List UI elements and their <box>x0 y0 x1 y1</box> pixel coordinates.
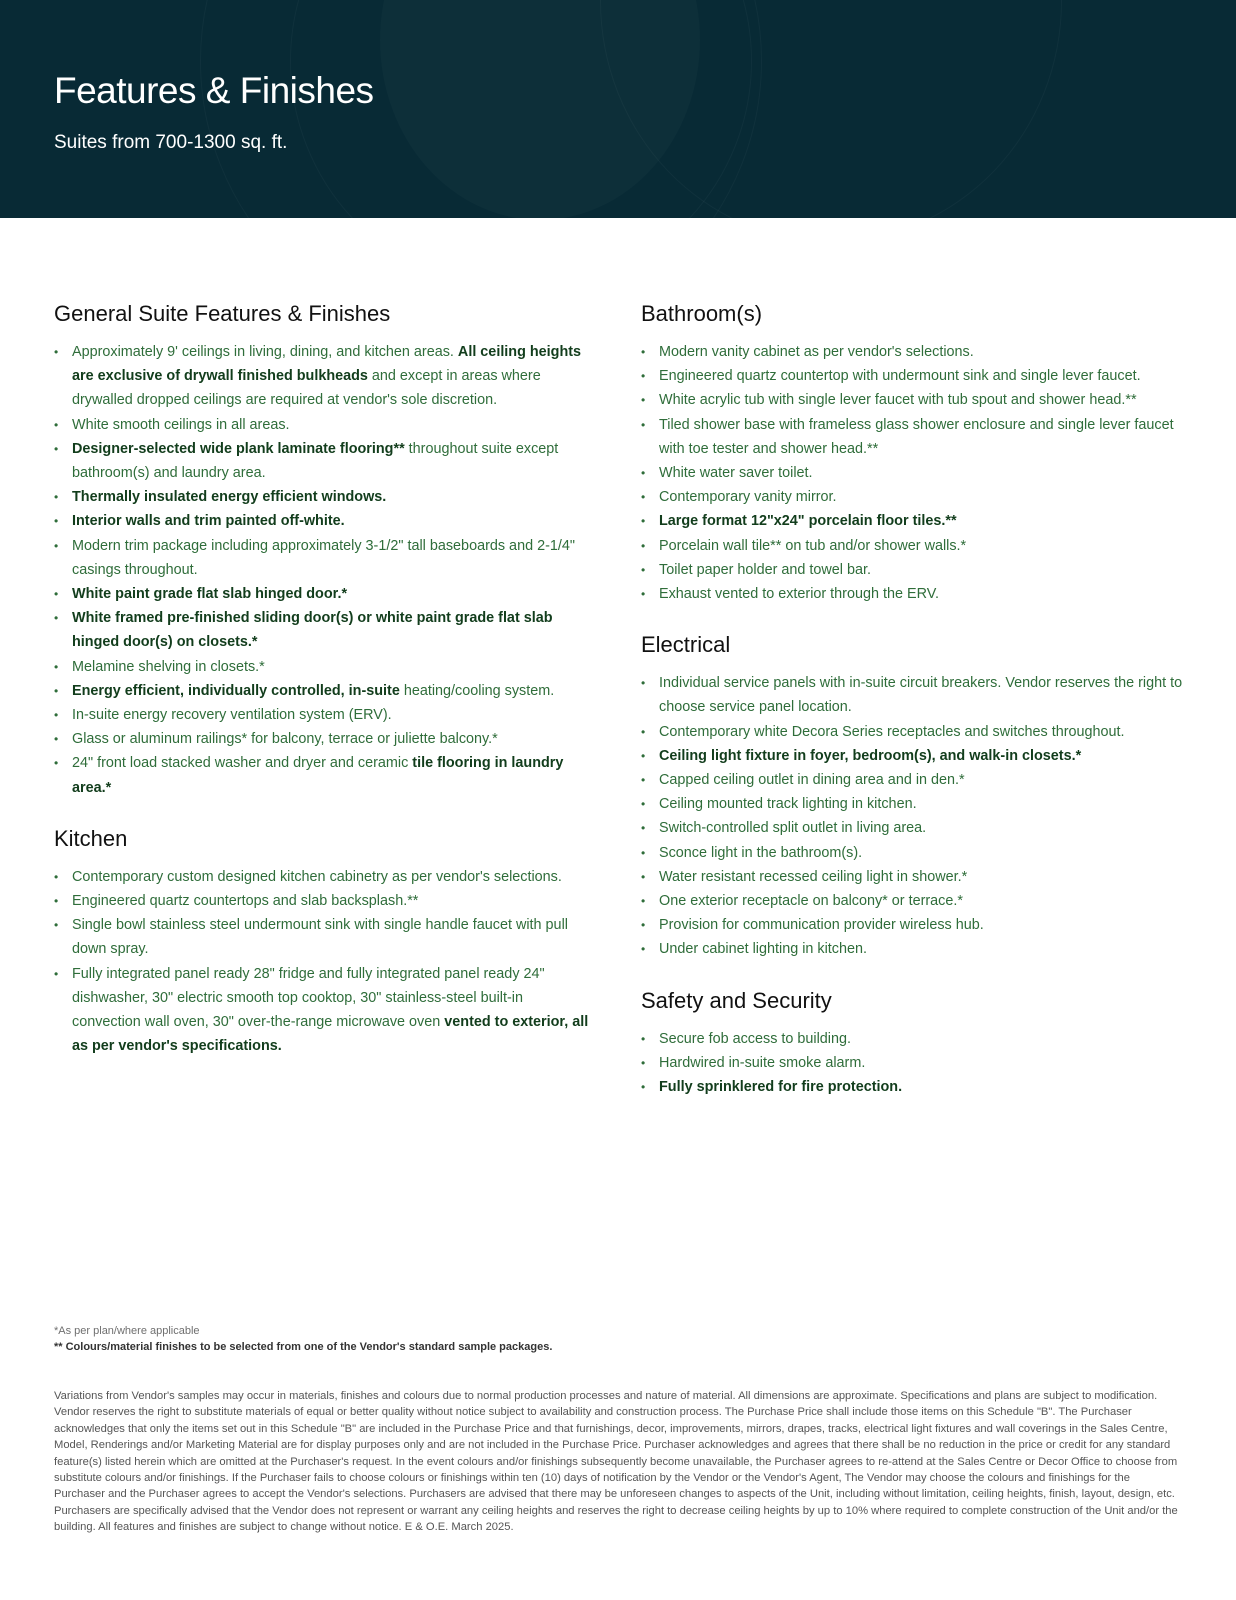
item-text-pre: Hardwired in-suite smoke alarm. <box>659 1054 866 1071</box>
disclaimer-text: Variations from Vendor's samples may occur in materials, finishes and colours due to normal production processes and nature of material. All dimensions are approximate. Specifications and plans are subject to modification. Vendor reserves the right to substitute materials of equal or better quality without notice subject to availability and construction process. The Purchase Price shall include those items on this Schedule "B". The Purchaser acknowledges that only the items set out in this Schedule "B" are included in the Purchase Price and that furnishings, decor, improvements, mirrors, drapes, tracks, electrical light fixtures and wall coverings in the Sales Centre, Model, Renderings and/or Marketing Material are for display purposes only and are not included in the Purchase Price. Purchaser acknowledges and agrees that there shall be no reduction in the price or credit for any standard feature(s) listed herein which are omitted at the Purchaser's request. In the event colours and/or finishings subsequently become unavailable, the Purchaser agrees to re-attend at the Sales Centre or Decor Office to choose from substitute colours and/or finishings. If the Purchaser fails to choose colours or finishings within ten (10) days of notification by the Vendor or the Vendor's Agent, The Vendor may choose the colours and finishings for the Purchaser and the Purchaser agrees to accept the Vendor's selections. Purchasers are advised that there may be unforeseen changes to aspects of the Unit, including without limitation, ceiling heights, finish, layout, design, etc. Purchasers are specifically advised that the Vendor does not represent or warrant any ceiling heights and reserves the right to decrease ceiling heights by up to 10% where required to complete construction of the Unit and/or the building. All features and finishes are subject to change without notice. E & O.E. March 2025. <box>54 1390 1178 1534</box>
item-text-pre: Capped ceiling outlet in dining area and in den.* <box>659 772 965 789</box>
footnotes <box>54 1323 1184 1355</box>
item-text-pre: Glass or aluminum railings* for balcony, terrace or juliette balcony.* <box>72 731 498 748</box>
item-text-pre: Provision for communication provider wireless hub. <box>659 917 984 934</box>
item-text-pre: Under cabinet lighting in kitchen. <box>659 941 867 958</box>
list-item <box>54 889 594 913</box>
item-text-bold: All ceiling heights are exclusive of drywall finished bulkheads <box>72 344 582 385</box>
feature-list <box>641 340 1201 606</box>
section-bathroom <box>641 300 1201 606</box>
item-text-pre: Sconce light in the bathroom(s). <box>659 844 863 861</box>
item-text-pre: Porcelain wall tile** on tub and/or shower walls.* <box>659 537 967 554</box>
list-item <box>641 582 1201 606</box>
item-text-pre: Engineered quartz countertop with undermount sink and single lever faucet. <box>659 368 1141 385</box>
list-item <box>641 937 1201 961</box>
feature-list <box>54 340 594 800</box>
item-text-pre: Modern vanity cabinet as per vendor's selections. <box>659 344 974 360</box>
feature-list <box>641 1027 1201 1100</box>
list-item <box>54 485 594 509</box>
list-item <box>641 558 1201 582</box>
list-item <box>641 913 1201 937</box>
section-title: Safety and Security <box>641 987 832 1013</box>
list-item <box>641 671 1201 719</box>
item-text-bold: tile flooring in laundry area.* <box>72 755 564 796</box>
item-text-pre: White acrylic tub with single lever faucet with tub spout and shower head.** <box>659 392 1137 409</box>
item-text-pre: Ceiling mounted track lighting in kitchen. <box>659 796 917 813</box>
list-item <box>641 1027 1201 1051</box>
item-text-pre: One exterior receptacle on balcony* or terrace.* <box>659 893 963 910</box>
list-item <box>54 913 594 961</box>
footnote-finishes: ** Colours/material finishes to be selected from one of the Vendor's standard sample packages. <box>54 1341 553 1353</box>
list-item <box>641 388 1201 412</box>
right-column <box>641 300 1201 1124</box>
item-text-bold: Designer-selected wide plank laminate flooring** <box>72 440 405 457</box>
list-item <box>641 816 1201 840</box>
section-title: Bathroom(s) <box>641 301 763 326</box>
item-text-pre: Secure fob access to building. <box>659 1030 851 1047</box>
list-item <box>641 744 1201 768</box>
list-item <box>54 606 594 654</box>
list-item <box>54 437 594 485</box>
item-text-pre: Contemporary vanity mirror. <box>659 489 837 506</box>
section-title: Kitchen <box>54 825 128 851</box>
section-electrical <box>641 631 1201 961</box>
left-column <box>54 300 594 1083</box>
list-item <box>641 1075 1201 1099</box>
item-text-pre: Melamine shelving in closets.* <box>72 658 265 675</box>
section-kitchen <box>54 825 594 1059</box>
list-item <box>641 364 1201 388</box>
list-item <box>54 679 594 703</box>
list-item <box>54 413 594 437</box>
item-text-pre: White water saver toilet. <box>659 465 813 482</box>
item-text-pre: Fully integrated panel ready 28" fridge and fully integrated panel ready 24" dishwasher, 30" electric smooth top cooktop, 30" stainless-steel built-in convection wall oven, 30" over-the-range microwave oven <box>72 965 545 1031</box>
list-item <box>54 703 594 727</box>
item-text-pre: Water resistant recessed ceiling light in shower.* <box>659 868 968 885</box>
list-item <box>641 768 1201 792</box>
item-text-pre: White smooth ceilings in all areas. <box>72 416 290 433</box>
section-title: Electrical <box>641 632 731 658</box>
item-text-bold: Energy efficient, individually controlled, in-suite <box>72 682 400 699</box>
item-text-pre: Individual service panels with in-suite circuit breakers. Vendor reserves the right to choose service panel location. <box>659 675 1183 716</box>
item-text-pre: Tiled shower base with frameless glass shower enclosure and single lever faucet with toe tester and shower head.** <box>659 416 1174 457</box>
list-item <box>54 865 594 889</box>
item-text-pre: 24" front load stacked washer and dryer and ceramic <box>72 755 409 772</box>
list-item <box>54 534 594 582</box>
list-item <box>641 792 1201 816</box>
list-item <box>641 413 1201 461</box>
item-text-bold: Thermally insulated energy efficient windows. <box>72 489 387 506</box>
footnote-plan: *As per plan/where applicable <box>54 1325 200 1337</box>
section-title: General Suite Features & Finishes <box>54 301 391 326</box>
feature-list <box>54 865 594 1059</box>
item-text-pre: Contemporary custom designed kitchen cabinetry as per vendor's selections. <box>72 868 562 885</box>
item-text-pre: Engineered quartz countertops and slab backsplash.** <box>72 893 419 910</box>
item-text-bold: Fully sprinklered for fire protection. <box>659 1079 903 1096</box>
item-text-pre: Switch-controlled split outlet in living area. <box>659 820 927 837</box>
item-text-pre: Contemporary white Decora Series receptacles and switches throughout. <box>659 723 1125 740</box>
item-text-bold: Interior walls and trim painted off-white. <box>72 513 345 530</box>
item-text-pre: Approximately 9' ceilings in living, dining, and kitchen areas. <box>72 344 454 360</box>
list-item <box>641 509 1201 533</box>
item-text-bold: vented to exterior, all as per vendor's specifications. <box>72 1014 589 1055</box>
list-item <box>54 751 594 799</box>
item-text-bold: White paint grade flat slab hinged door.* <box>72 586 348 603</box>
item-text-bold: Large format 12"x24" porcelain floor tiles.** <box>659 513 957 530</box>
item-text-post: throughout suite except bathroom(s) and laundry area. <box>72 440 559 482</box>
list-item <box>641 720 1201 744</box>
section-general <box>54 300 594 800</box>
header-banner <box>0 0 1236 218</box>
list-item <box>641 1051 1201 1075</box>
page-title: Features & Finishes <box>54 70 374 111</box>
list-item <box>54 962 594 1059</box>
section-safety <box>641 987 1201 1100</box>
list-item <box>54 727 594 751</box>
list-item <box>641 340 1201 364</box>
item-text-pre: Single bowl stainless steel undermount sink with single handle faucet with pull down spray. <box>72 917 568 958</box>
item-text-bold: Ceiling light fixture in foyer, bedroom(s), and walk-in closets.* <box>659 747 1082 764</box>
item-text-pre: Exhaust vented to exterior through the ERV. <box>659 586 939 603</box>
item-text-bold: White framed pre-finished sliding door(s) or white paint grade flat slab hinged door(s) on closets.* <box>72 610 553 651</box>
list-item <box>54 509 594 533</box>
list-item <box>54 655 594 679</box>
item-text-pre: Modern trim package including approximately 3-1/2" tall baseboards and 2-1/4" casings throughout. <box>72 537 575 578</box>
list-item <box>641 889 1201 913</box>
feature-list <box>641 671 1201 961</box>
item-text-pre: Toilet paper holder and towel bar. <box>659 561 872 578</box>
item-text-post: heating/cooling system. <box>403 682 555 699</box>
item-text-post: and except in areas where drywalled dropped ceilings are required at vendor's sole discretion. <box>72 368 541 409</box>
list-item <box>641 485 1201 509</box>
list-item <box>54 340 594 413</box>
list-item <box>641 534 1201 558</box>
list-item <box>641 865 1201 889</box>
page-subtitle: Suites from 700-1300 sq. ft. <box>54 132 288 153</box>
list-item <box>641 461 1201 485</box>
list-item <box>641 841 1201 865</box>
item-text-pre: In-suite energy recovery ventilation system (ERV). <box>72 707 392 724</box>
list-item <box>54 582 594 606</box>
